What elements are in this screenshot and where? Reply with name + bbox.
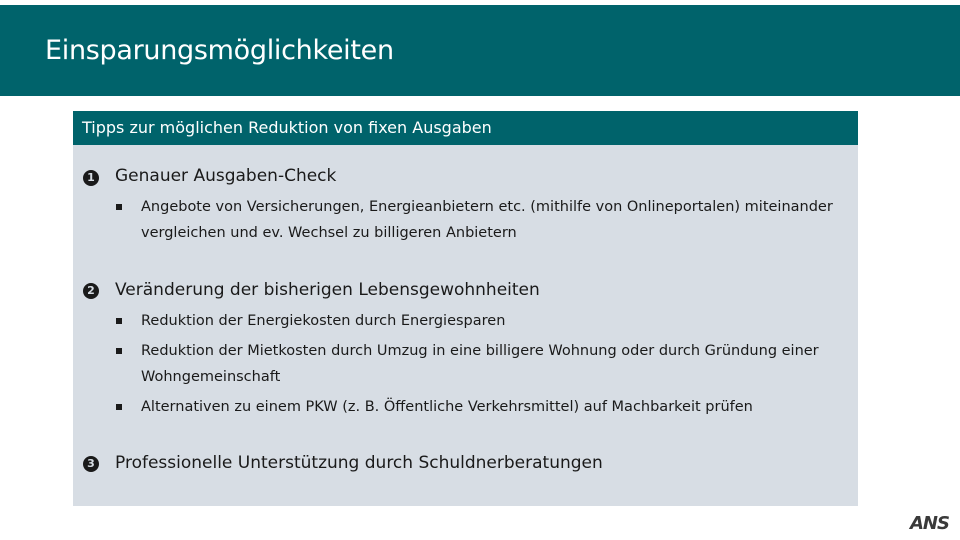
brand-logo: ANS [910, 513, 949, 534]
panel-heading: Tipps zur möglichen Reduktion von fixen Ausgaben [73, 111, 858, 145]
page-title: Einsparungsmöglichkeiten [45, 35, 394, 66]
list-item [141, 308, 861, 334]
bullet-text: Reduktion der Mietkosten durch Umzug in eine billigere Wohnung oder durch Gründung einer Wohngemeinschaft [141, 343, 819, 385]
bullet-text: Angebote von Versicherungen, Energieanbietern etc. (mithilfe von Onlineportalen) miteinander vergleichen und ev. Wechsel zu billigeren Anbietern [141, 199, 833, 241]
section-title-3: Professionelle Unterstützung durch Schuldnerberatungen [115, 453, 603, 473]
header-bar [0, 5, 960, 96]
list-item [141, 338, 861, 390]
section-title-1: Genauer Ausgaben-Check [115, 166, 337, 186]
bullet-square-icon [116, 204, 122, 210]
list-item [141, 394, 861, 420]
tips-panel [73, 111, 858, 506]
section-number-3: 3 [83, 456, 99, 472]
list-item [141, 194, 861, 246]
bullet-text: Alternativen zu einem PKW (z. B. Öffentliche Verkehrsmittel) auf Machbarkeit prüfen [141, 399, 753, 415]
section-number-2: 2 [83, 283, 99, 299]
section-number-1: 1 [83, 170, 99, 186]
bullet-text: Reduktion der Energiekosten durch Energiesparen [141, 313, 506, 329]
bullet-square-icon [116, 318, 122, 324]
section-title-2: Veränderung der bisherigen Lebensgewohnheiten [115, 280, 540, 300]
bullet-square-icon [116, 348, 122, 354]
bullet-square-icon [116, 404, 122, 410]
